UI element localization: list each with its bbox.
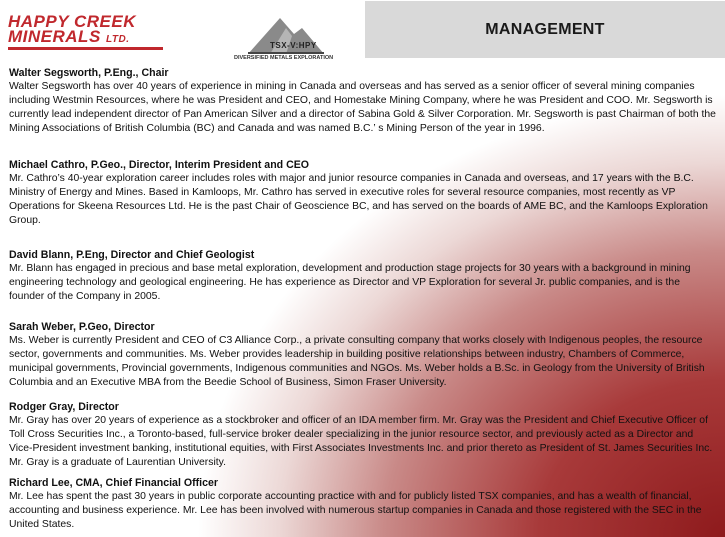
person-name: David Blann, P.Eng, Director and Chief Geologist [9,249,255,261]
person-name: Walter Segsworth, P.Eng., Chair [9,67,169,79]
person-name: Rodger Gray, Director [9,401,119,413]
person-bio: Mr. Cathro’s 40-year exploration career includes roles with major and junior resource companies in Canada and overseas, and 17 years with the B.C. Ministry of Energy and Mines. Based in Kamloops, Mr. Cathro has served in executive roles for several resource companies, most recently as VP Operations for Skeena Resources Ltd. He is the past Chair of Geoscience BC, and has served on the boards of AME BC, and the Kamloops Exploration Group. [9,173,708,226]
ticker-label: TSX-V:HPY [270,41,317,50]
person-name: Michael Cathro, P.Geo., Director, Interim President and CEO [9,159,310,171]
logo-ltd: LTD. [106,34,130,45]
person-name: Richard Lee, CMA, Chief Financial Officer [9,477,218,489]
person-entry [9,320,717,390]
logo-rule [8,47,163,50]
person-bio: Mr. Blann has engaged in precious and base metal exploration, development and production stage projects for 30 years with a background in mining engineering technology and geological engineering. He has experience as Director and VP Exploration for several Jr. public companies, and is the founder of the Company in 2005. [9,263,691,302]
person-bio: Mr. Gray has over 20 years of experience as a stockbroker and officer of an IDA member firm. Mr. Gray was the President and Chief Executive Officer of Toll Cross Securities Inc., a Toronto-based, full-service broker dealer specializing in the junior resource sector, and previously acted as a Director and Vice-President investment banking, institutional equities, with First Associates Investments Inc. and prior thereto as President of St. James Securities Inc. Mr. Gray is a graduate of Laurentian University. [9,415,713,468]
person-name: Sarah Weber, P.Geo, Director [9,321,155,333]
logo-line1: HAPPY CREEK [8,12,136,31]
person-bio: Walter Segsworth has over 40 years of experience in mining in Canada and overseas and has served as a senior officer of several mining companies including Westmin Resources, where he was President and CEO, and Homestake Mining Company, where he was President and COO. Mr. Segsworth is currently lead independent director of Pan American Silver and a director of Sabina Gold & Silver Corporation. Mr. Segsworth is past Chairman of both the Mining Associations of British Columbia (BC) and Canada and was named B.C.’ s Mining Person of the year in 1996. [9,81,716,134]
logo-tagline: DIVERSIFIED METALS EXPLORATION [234,55,334,61]
person-bio: Mr. Lee has spent the past 30 years in public corporate accounting practice with and for publicly listed TSX companies, and has a wealth of financial, accounting and business experience. Mr. Lee has been involved with numerous startup companies in Canada and those registered with the SEC in the United States. [9,491,702,530]
person-entry [9,248,717,304]
page-title-banner [365,1,725,58]
logo-line2-text: MINERALS [8,27,101,46]
person-entry [9,476,717,532]
person-bio: Ms. Weber is currently President and CEO of C3 Alliance Corp., a private consulting company that works closely with Indigenous peoples, the resource sector, governments and communities. Ms. Weber provides leadership in building positive relationships between industry, Chambers of Commerce, municipal governments, Provincial governments, Indigenous communities and NGOs. Ms. Weber holds a B.Sc. in Geology from the University of British Columbia and an Executive MBA from the Beedie School of Business, Simon Fraser University. [9,335,705,388]
person-entry [9,400,717,470]
logo-line2 [8,29,136,47]
page-title: MANAGEMENT [485,20,605,38]
person-entry [9,158,717,228]
company-logo [8,14,338,62]
logo-wordmark [8,14,136,47]
person-entry [9,66,717,136]
